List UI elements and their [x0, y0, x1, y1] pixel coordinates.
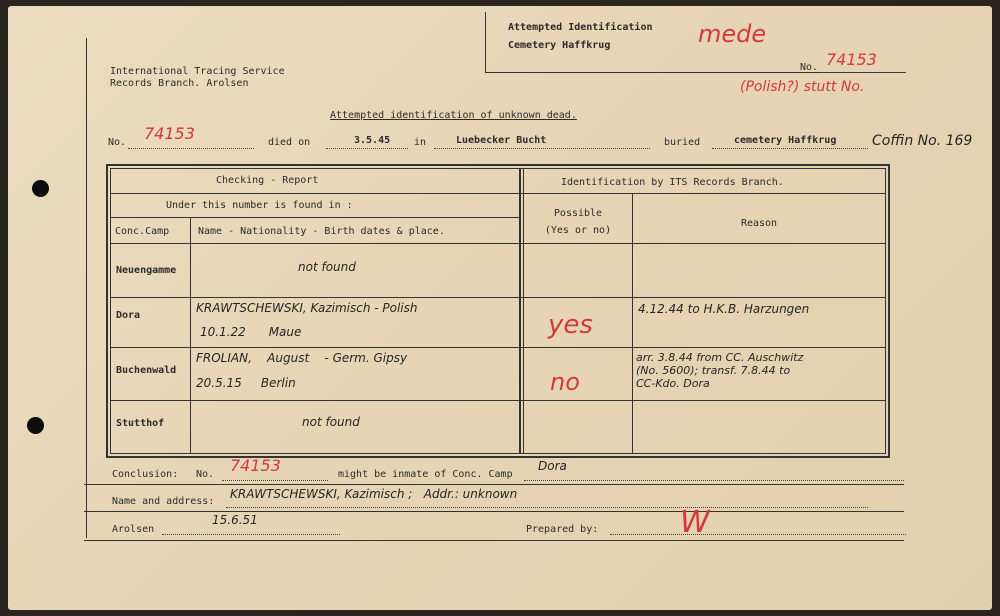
org-line-2: Records Branch. Arolsen — [110, 78, 249, 89]
row-reason-line-1: 4.12.44 to H.K.B. Harzungen — [638, 302, 810, 316]
row-camp: Neuengamme — [116, 265, 177, 276]
conclusion-camp: Dora — [538, 459, 567, 473]
footer-date: 15.6.51 — [212, 513, 258, 527]
name-address-value: KRAWTSCHEWSKI, Kazimisch ; Addr.: unknown — [230, 487, 518, 501]
prepared-by-label: Prepared by: — [526, 524, 599, 535]
conclusion-text: might be inmate of Conc. Camp — [338, 469, 513, 480]
conclusion-no-label: No. — [196, 469, 215, 480]
row-name-line-1: not found — [298, 260, 356, 274]
col-possible-header-2: (Yes or no) — [544, 225, 612, 236]
rule-row-1 — [110, 297, 886, 298]
conclusion-no-dots — [222, 480, 328, 481]
buried-label: buried — [664, 137, 701, 148]
in-value: Luebecker Bucht — [456, 135, 547, 146]
handwritten-mede: mede — [698, 20, 767, 48]
rule-row-3 — [110, 400, 886, 401]
identification-header: Identification by ITS Records Branch. — [561, 177, 784, 188]
record-no-value: 74153 — [144, 124, 195, 143]
punch-hole-top — [32, 180, 49, 197]
row-reason-line-1: arr. 3.8.44 from CC. Auschwitz — [636, 351, 804, 364]
header-no-label: No. — [800, 62, 819, 73]
table-divider-camp — [190, 217, 191, 454]
prepared-by-dots — [610, 534, 906, 535]
table-divider-reason — [632, 193, 633, 454]
stamp-box-left — [485, 12, 486, 72]
checking-report-header: Checking - Report — [216, 175, 319, 186]
record-no-label: No. — [108, 137, 127, 148]
punch-hole-bottom — [27, 417, 44, 434]
in-dots — [434, 148, 650, 149]
rule-under-subheader — [110, 217, 519, 218]
rule-row-2 — [110, 347, 886, 348]
buried-dots — [712, 148, 868, 149]
row-name-line-2: 20.5.15 Berlin — [196, 376, 296, 390]
table-divider-main — [519, 168, 521, 454]
row-possible-value: yes — [548, 310, 593, 340]
record-no-dots — [128, 148, 254, 149]
conclusion-label: Conclusion: — [112, 469, 179, 480]
row-possible-value: no — [550, 368, 580, 396]
col-possible-header-1: Possible — [553, 208, 603, 219]
rule-under-checking — [110, 193, 886, 194]
polish-note: (Polish?) stutt No. — [740, 79, 865, 95]
stamp-line-1: Attempted Identification — [508, 22, 653, 33]
row-name-line-1: FROLIAN, August - Germ. Gipsy — [196, 351, 408, 365]
conclusion-camp-dots — [524, 480, 904, 481]
rule-bottom — [84, 540, 904, 541]
row-name-line-1: KRAWTSCHEWSKI, Kazimisch - Polish — [196, 301, 418, 315]
rule-above-footer — [84, 511, 904, 512]
buried-value: cemetery Haffkrug — [734, 135, 837, 146]
name-address-dots — [226, 507, 868, 508]
rule-above-name — [84, 484, 904, 485]
col-reason-header: Reason — [740, 218, 778, 229]
name-address-label: Name and address: — [112, 496, 215, 507]
in-label: in — [414, 137, 427, 148]
org-line-1: International Tracing Service — [110, 66, 285, 77]
index-card — [8, 6, 992, 610]
sub-header: Under this number is found in : — [166, 200, 353, 211]
row-reason-line-3: CC-Kdo. Dora — [636, 377, 710, 390]
row-reason-line-2: (No. 5600); transf. 7.8.44 to — [636, 364, 791, 377]
coffin-number: Coffin No. 169 — [872, 133, 973, 149]
conclusion-no-value: 74153 — [230, 456, 281, 475]
row-camp: Stutthof — [116, 418, 165, 429]
col-name-header: Name - Nationality - Birth dates & place. — [198, 226, 445, 237]
header-no-dots — [822, 72, 906, 73]
prepared-by-initials: W — [680, 505, 710, 540]
stamp-line-2: Cemetery Haffkrug — [508, 40, 611, 51]
arolsen-label: Arolsen — [112, 524, 155, 535]
died-dots — [326, 148, 408, 149]
page-title: Attempted identification of unknown dead. — [330, 110, 577, 121]
row-name-line-2: 10.1.22 Maue — [200, 325, 302, 339]
died-value: 3.5.45 — [354, 135, 391, 146]
died-label: died on — [268, 137, 311, 148]
header-no-value: 74153 — [826, 50, 877, 69]
margin-line — [86, 38, 87, 538]
row-name-line-1: not found — [302, 415, 360, 429]
row-camp: Dora — [116, 310, 141, 321]
row-camp: Buchenwald — [116, 365, 177, 376]
footer-date-dots — [162, 534, 340, 535]
col-camp-header: Conc.Camp — [115, 226, 170, 237]
rule-under-colheaders — [110, 243, 886, 244]
